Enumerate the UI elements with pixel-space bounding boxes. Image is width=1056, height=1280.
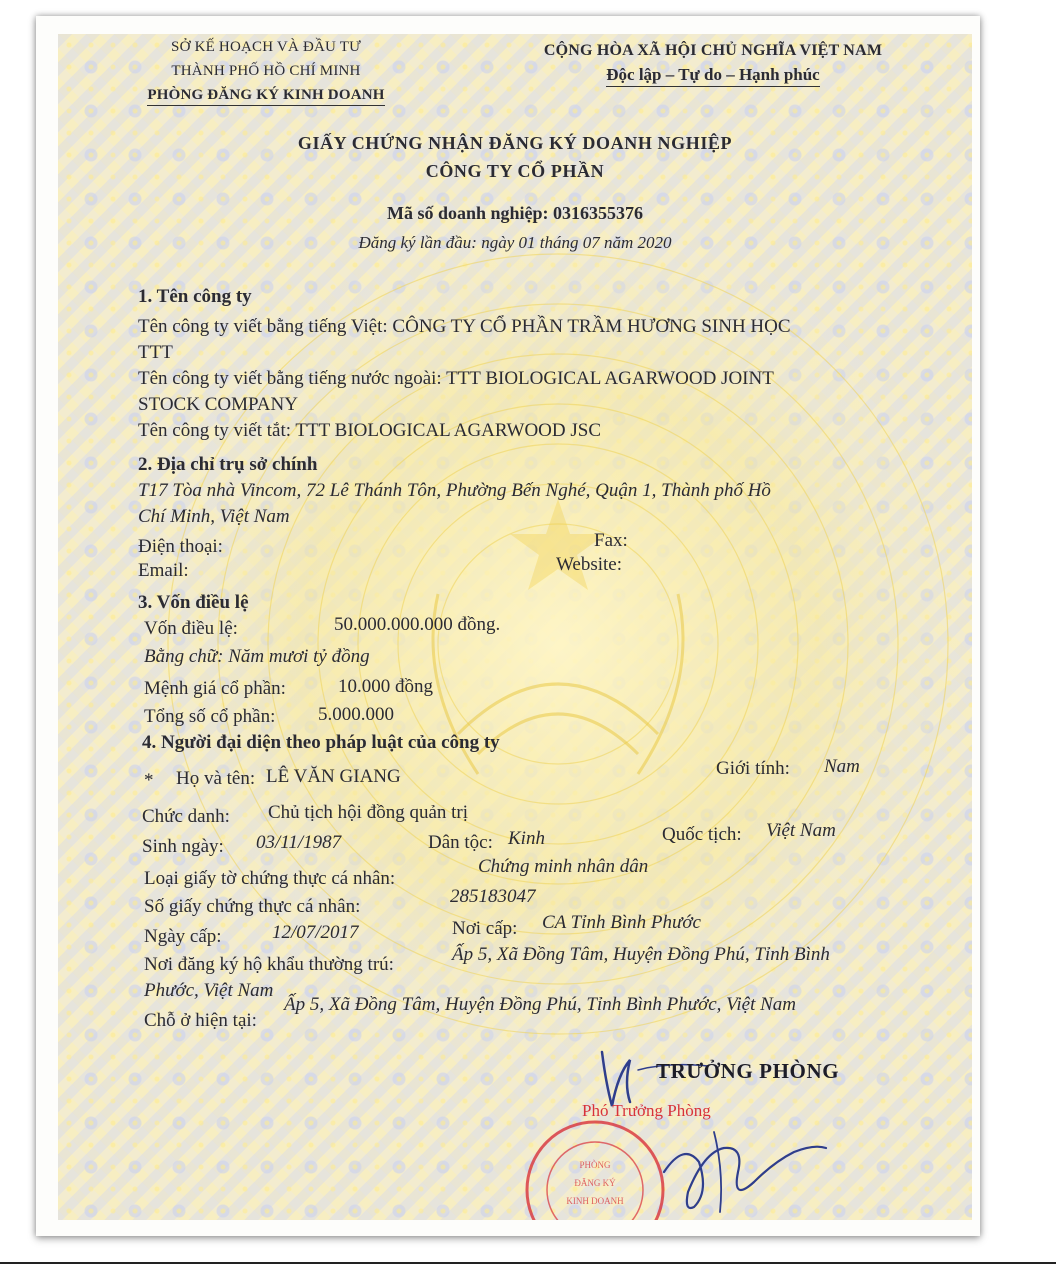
household-label: Nơi đăng ký hộ khẩu thường trú: — [144, 954, 394, 975]
svg-text:ĐĂNG KÝ: ĐĂNG KÝ — [574, 1178, 616, 1188]
par-value-label: Mệnh giá cổ phần: — [144, 678, 286, 699]
issue-date-label: Ngày cấp: — [144, 926, 222, 947]
section2-heading: 2. Địa chỉ trụ sở chính — [138, 454, 318, 475]
id-type-value: Chứng minh nhân dân — [478, 856, 649, 877]
rep-name-value: LÊ VĂN GIANG — [266, 766, 401, 787]
position-value: Chủ tịch hội đồng quản trị — [268, 802, 469, 823]
current-address-label: Chỗ ở hiện tại: — [144, 1010, 257, 1031]
bottom-divider — [0, 1262, 1056, 1264]
id-number-value: 285183047 — [450, 886, 536, 907]
capital-value: 50.000.000.000 đồng. — [334, 614, 501, 635]
address-line2: Chí Minh, Việt Nam — [138, 506, 290, 527]
website-label: Website: — [556, 554, 623, 575]
company-name-vn: Tên công ty viết bằng tiếng Việt: CÔNG TY CỔ PHẦN TRẦM HƯƠNG SINH HỌC — [138, 316, 791, 337]
email-label: Email: — [138, 560, 189, 581]
company-name-foreign-cont: STOCK COMPANY — [138, 394, 298, 415]
enterprise-code: Mã số doanh nghiệp: 0316355376 — [386, 203, 644, 223]
household-value-line1: Ấp 5, Xã Đồng Tâm, Huyện Đồng Phú, Tỉnh Bình — [452, 944, 830, 965]
section1-heading: 1. Tên công ty — [138, 286, 252, 307]
company-name-vn-cont: TTT — [138, 342, 173, 363]
deputy-head-stamp: Phó Trưởng Phòng — [582, 1101, 711, 1120]
company-type: CÔNG TY CỔ PHẦN — [425, 161, 605, 181]
header-motto: Độc lập – Tự do – Hạnh phúc — [478, 64, 948, 86]
gender-value: Nam — [824, 756, 860, 777]
total-shares-value: 5.000.000 — [318, 704, 394, 725]
nationality-label: Quốc tịch: — [662, 824, 742, 845]
header-republic: CỘNG HÒA XÃ HỘI CHỦ NGHĨA VIỆT NAM — [543, 42, 883, 59]
id-number-label: Số giấy chứng thực cá nhân: — [144, 896, 361, 917]
company-name-foreign: Tên công ty viết bằng tiếng nước ngoài: TTT BIOLOGICAL AGARWOOD JOINT — [138, 368, 774, 389]
certificate-paper — [58, 34, 972, 1220]
ethnicity-label: Dân tộc: — [428, 832, 493, 853]
gender-label: Giới tính: — [716, 758, 790, 779]
header-office-name: PHÒNG ĐĂNG KÝ KINH DOANH — [144, 84, 388, 106]
ethnicity-value: Kinh — [508, 828, 545, 849]
section4-heading: 4. Người đại diện theo pháp luật của công ty — [142, 732, 500, 753]
section3-heading: 3. Vốn điều lệ — [138, 592, 249, 613]
company-name-short: Tên công ty viết tắt: TTT BIOLOGICAL AGARWOOD JSC — [138, 420, 602, 441]
current-address-value: Ấp 5, Xã Đồng Tâm, Huyện Đồng Phú, Tỉnh Bình Phước, Việt Nam — [284, 994, 796, 1015]
header-dept-line1: SỞ KẾ HOẠCH VÀ ĐẦU TƯ — [171, 39, 361, 55]
first-registration-date: Đăng ký lần đầu: ngày 01 tháng 07 năm 2020 — [358, 233, 672, 252]
issue-place-label: Nơi cấp: — [452, 918, 518, 939]
position-label: Chức danh: — [142, 806, 230, 827]
phone-label: Điện thoại: — [138, 536, 223, 557]
capital-in-words: Bằng chữ: Năm mươi tỷ đồng — [144, 646, 370, 667]
issue-place-value: CA Tỉnh Bình Phước — [542, 912, 701, 933]
bullet-star: * — [144, 770, 154, 791]
rep-name-label: Họ và tên: — [176, 768, 256, 789]
par-value: 10.000 đồng — [338, 676, 433, 697]
certificate-title: GIẤY CHỨNG NHẬN ĐĂNG KÝ DOANH NGHIỆP — [297, 133, 733, 153]
handwritten-signature — [654, 1112, 834, 1220]
svg-text:PHÒNG: PHÒNG — [579, 1160, 611, 1170]
capital-label: Vốn điều lệ: — [144, 618, 238, 639]
nationality-value: Việt Nam — [766, 820, 836, 841]
fax-label: Fax: — [594, 530, 628, 551]
issue-date-value: 12/07/2017 — [272, 922, 359, 943]
header-dept-line2: THÀNH PHỐ HỒ CHÍ MINH — [171, 63, 361, 79]
id-type-label: Loại giấy tờ chứng thực cá nhân: — [144, 868, 396, 889]
total-shares-label: Tổng số cổ phần: — [144, 706, 276, 727]
dob-label: Sinh ngày: — [142, 836, 224, 857]
signature-title: TRƯỞNG PHÒNG — [656, 1059, 840, 1083]
svg-text:KINH DOANH: KINH DOANH — [566, 1196, 624, 1206]
household-value-line2: Phước, Việt Nam — [144, 980, 274, 1001]
dob-value: 03/11/1987 — [256, 832, 342, 853]
address-line1: T17 Tòa nhà Vincom, 72 Lê Thánh Tôn, Phường Bến Nghé, Quận 1, Thành phố Hồ — [138, 480, 771, 501]
